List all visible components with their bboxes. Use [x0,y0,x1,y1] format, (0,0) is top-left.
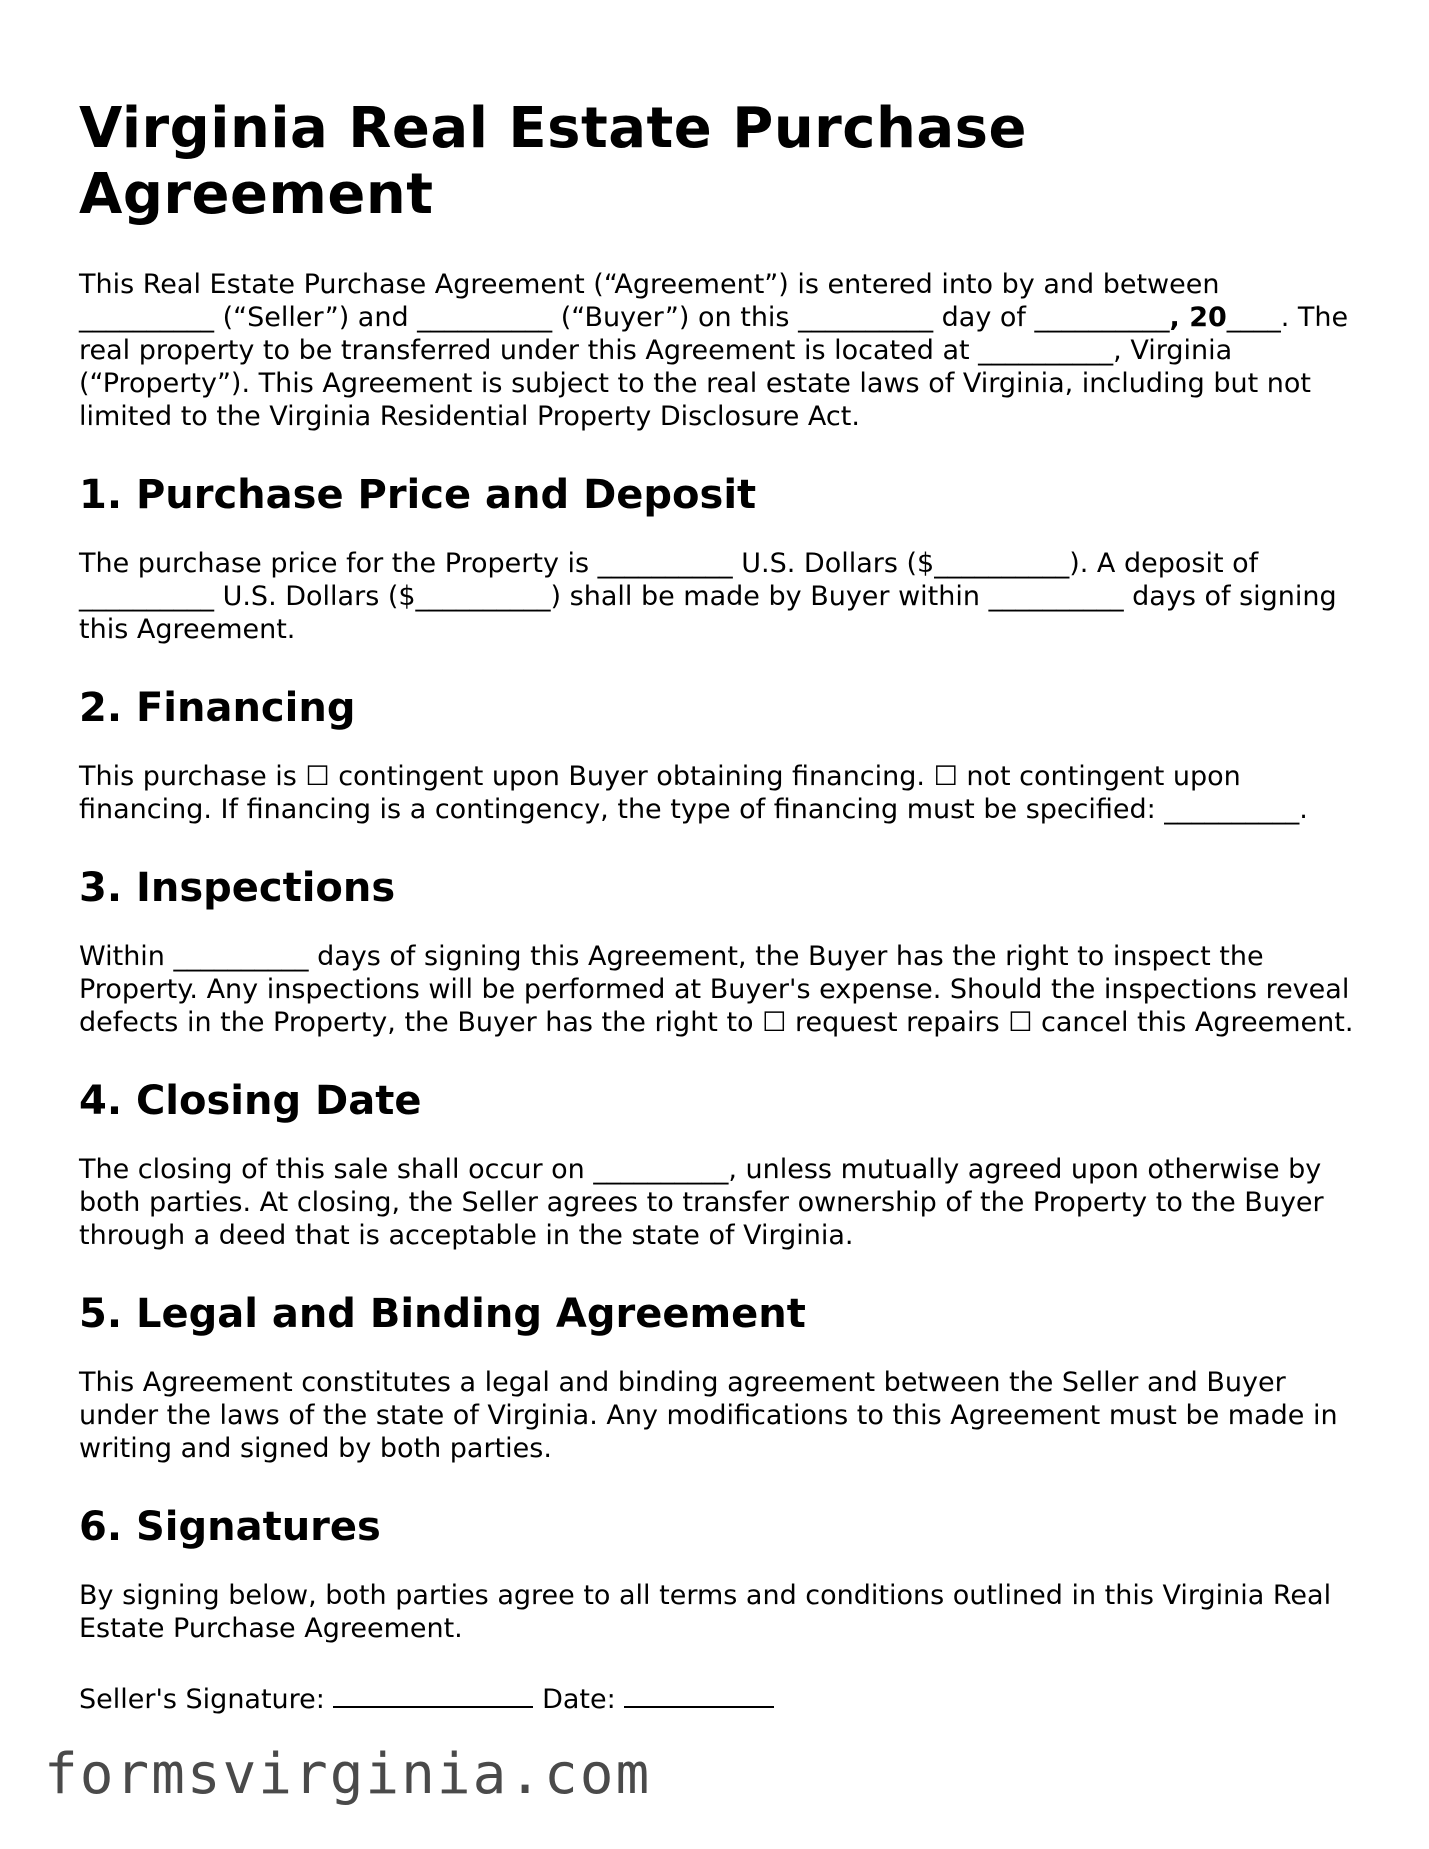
seller-signature-blank[interactable] [333,1706,533,1708]
section-heading-closing-date: 4. Closing Date [79,1078,422,1124]
intro-text-part1: This Real Estate Purchase Agreement (“Agreement”) is entered into by and between __________ (“Seller”) and __________ (“Buyer”) on this __________ day of __________ [79,269,1220,333]
watermark-logo: formsvirginia.com [44,1742,652,1807]
section-heading-financing: 2. Financing [79,685,356,731]
date-label: Date: [542,1684,616,1715]
section-body-legal-binding: This Agreement constitutes a legal and binding agreement between the Seller and Buyer under the laws of the state of Virginia. Any modifications to this Agreement must be made in writing and signed by both parties. [79,1367,1338,1464]
document-title: Virginia Real Estate Purchase Agreement [79,96,1027,227]
date-blank[interactable] [624,1706,774,1708]
section-body-closing-date: The closing of this sale shall occur on __________, unless mutually agreed upon otherwise by both parties. At closing, the Seller agrees to transfer ownership of the Property to the Buyer through a deed that is acceptable in the state of Virginia. [79,1154,1324,1251]
intro-year-label: , 20 [1169,302,1227,333]
section-body-inspections: Within __________ days of signing this Agreement, the Buyer has the right to inspect the Property. Any inspections will be performed at Buyer's expense. Should the inspections reveal defects in the Property, the Buyer has the right to ☐ request repairs ☐ cancel this Agreement. [79,941,1354,1038]
intro-paragraph [79,268,1359,433]
section-heading-signatures: 6. Signatures [79,1504,381,1550]
section-body-purchase-price: The purchase price for the Property is __________ U.S. Dollars ($__________). A deposit of __________ U.S. Dollars ($__________) shall be made by Buyer within __________ days of signing this Agreement. [79,548,1337,645]
signature-line [79,1683,1359,1716]
document-page [79,96,1359,1716]
section-heading-legal-binding: 5. Legal and Binding Agreement [79,1291,806,1337]
section-heading-purchase-price: 1. Purchase Price and Deposit [79,472,757,518]
section-heading-inspections: 3. Inspections [79,865,396,911]
seller-signature-label: Seller's Signature: [79,1684,325,1715]
intro-text-part2: ____. The real property to be transferred under this Agreement is located at __________, Virginia (“Property”). This Agreement is subject to the real estate laws of Virginia, including but not limited to the Virginia Residential Property Disclosure Act. [79,302,1349,432]
section-body-signatures: By signing below, both parties agree to all terms and conditions outlined in this Virginia Real Estate Purchase Agreement. [79,1580,1332,1644]
section-body-financing: This purchase is ☐ contingent upon Buyer obtaining financing. ☐ not contingent upon financing. If financing is a contingency, the type of financing must be specified: __________. [79,761,1308,825]
